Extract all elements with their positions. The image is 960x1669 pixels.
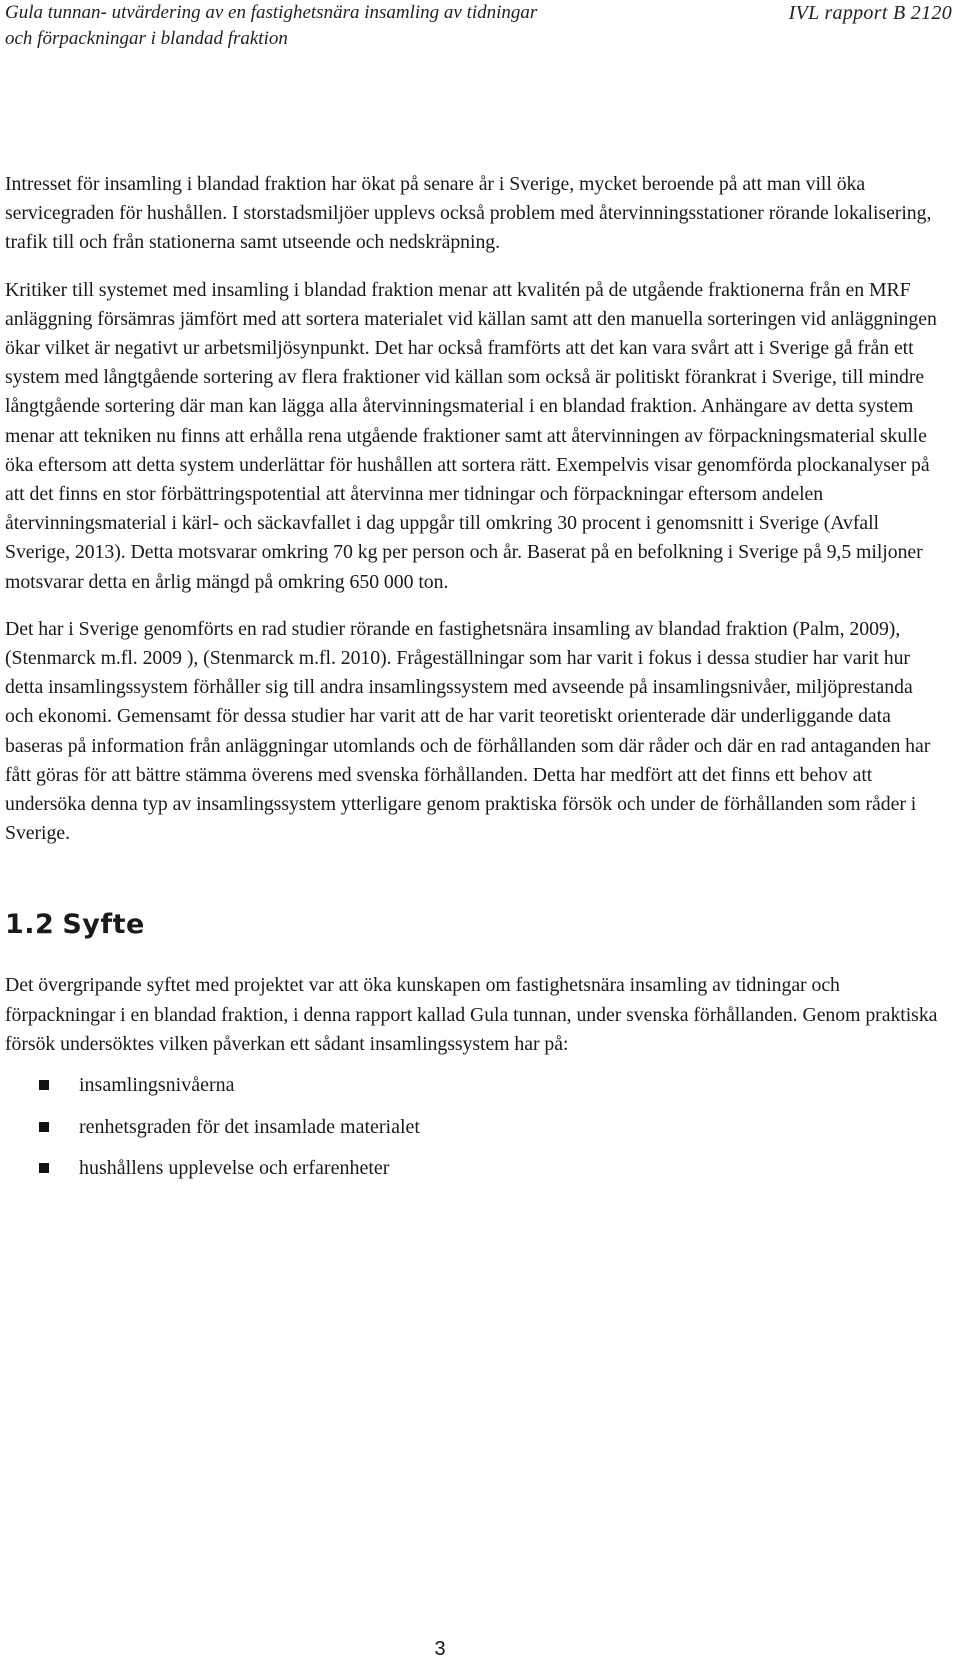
list-item-text: renhetsgraden för det insamlade materialet	[79, 1115, 420, 1138]
paragraph-critics: Kritiker till systemet med insamling i blandad fraktion menar att kvalitén på de utgående fraktionerna från en MRF anläggning försämras jämfört med att sortera materialet vid källan samt att den manuella sorteringen vid anläggningen ökar vilket är negativt ur arbetsmiljösynpunkt. Det har också framförts att det kan vara svårt att i Sverige gå från ett system med långtgående sortering av flera fraktioner vid källan som också är politiskt förankrat i Sverige, till mindre långtgående sortering där man kan lägga alla återvinningsmaterial i en blandad fraktion. Anhängare av detta system menar att tekniken nu finns att erhålla rena utgående fraktioner samt att återvinningen av förpackningsmaterial skulle öka eftersom att detta system underlättar för hushållen att sortera rätt. Exempelvis visar genomförda plockanalyser på att det finns en stor förbättringspotential att återvinna mer tidningar och förpackningar eftersom andelen återvinningsmaterial i kärl- och säckavfallet i dag uppgår till omkring 30 procent i genomsnitt i Sverige (Avfall Sverige, 2013). Detta motsvarar omkring 70 kg per person och år. Baserat på en befolkning i Sverige på 9,5 miljoner motsvarar detta en årlig mängd på omkring 650 000 ton.	[5, 278, 937, 593]
paragraph-studies: Det har i Sverige genomförts en rad studier rörande en fastighetsnära insamling av blandad fraktion (Palm, 2009), (Stenmarck m.fl. 2009 ), (Stenmarck m.fl. 2010). Frågeställningar som har varit i fokus i dessa studier har varit hur detta insamlingssystem förhåller sig till andra insamlingssystem med avseende på insamlingsnivåer, miljöprestanda och ekonomi. Gemensamt för dessa studier har varit att de har varit teoretiskt orienterade där underliggande data baseras på information från anläggningar utomlands och de förhållanden som där råder och där en rad antaganden har fått göras för att bättre stämma överens med svenska förhållanden. Detta har medfört att det finns ett behov att undersöka denna typ av insamlingssystem ytterligare genom praktiska försök och under de förhållanden som råder i Sverige.	[5, 617, 931, 845]
square-bullet-icon	[39, 1080, 49, 1090]
page-body	[5, 170, 945, 1196]
section-heading	[5, 907, 945, 943]
document-title	[5, 0, 537, 52]
list-item	[5, 1113, 945, 1142]
square-bullet-icon	[39, 1122, 49, 1132]
square-bullet-icon	[39, 1163, 49, 1173]
document-title-line-2: och förpackningar i blandad fraktion	[5, 28, 288, 49]
document-title-line-1: Gula tunnan- utvärdering av en fastighetsnära insamling av tidningar	[5, 2, 538, 23]
running-header	[0, 0, 960, 60]
section-number: 1.2	[5, 909, 55, 941]
bullet-list	[5, 1071, 945, 1183]
list-item-text: hushållens upplevelse och erfarenheter	[79, 1157, 390, 1180]
list-item	[5, 1154, 945, 1183]
paragraph-purpose: Det övergripande syftet med projektet var att öka kunskapen om fastighetsnära insamling av tidningar och förpackningar i en blandad fraktion, i denna rapport kallad Gula tunnan, under svenska förhållanden. Genom praktiska försök undersöktes vilken påverkan ett sådant insamlingssystem har på:	[5, 974, 938, 1055]
list-item	[5, 1071, 945, 1100]
paragraph-intro: Intresset för insamling i blandad fraktion har ökat på senare år i Sverige, mycket beroende på att man vill öka servicegraden för hushållen. I storstadsmiljöer upplevs också problem med återvinningsstationer rörande lokalisering, trafik till och från stationerna samt utseende och nedskräpning.	[5, 173, 932, 254]
section-title: Syfte	[62, 909, 145, 941]
list-item-text: insamlingsnivåerna	[79, 1074, 235, 1097]
report-id: IVL rapport B 2120	[788, 2, 952, 24]
page-number: 3	[434, 1638, 446, 1660]
